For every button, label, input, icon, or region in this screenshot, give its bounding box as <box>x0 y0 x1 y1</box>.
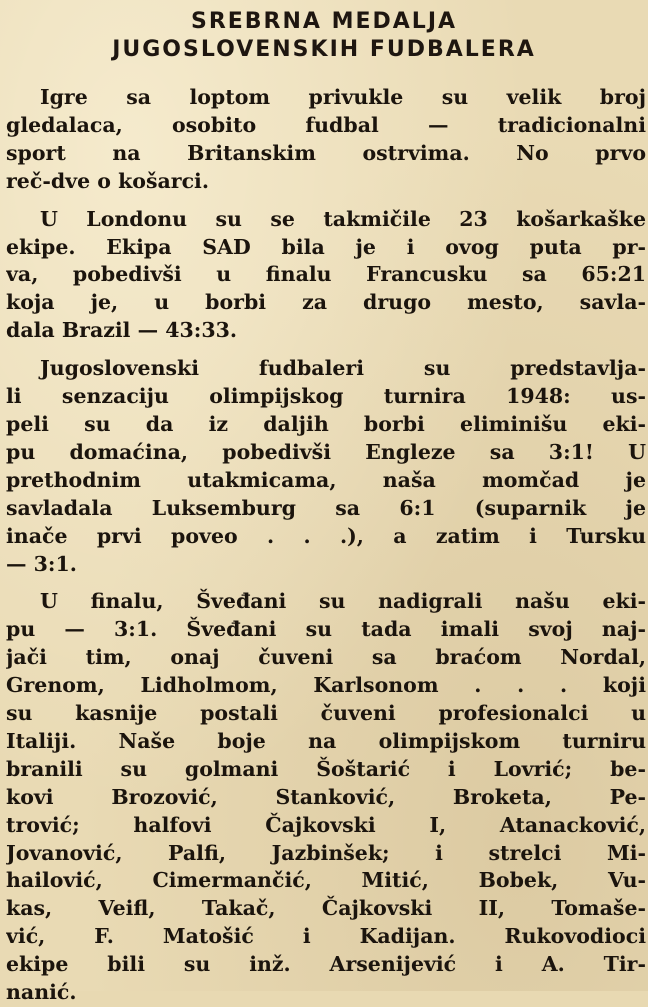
text-line: pu domaćina, pobedivši Engleze sa 3:1! U <box>6 439 646 464</box>
text-line: kas, Veifl, Takač, Čajkovski II, Tomaše- <box>6 896 646 921</box>
text-line: gledalaca, osobito fudbal — tradicionalni <box>6 112 646 137</box>
text-line: ekipe bili su inž. Arsenijević i A. Tir- <box>6 952 646 977</box>
text-line: Grenom, Lidholmom, Karlsonom . . . koji <box>6 673 646 698</box>
text-line: U finalu, Švеđani su nadigrali našu eki- <box>40 589 646 614</box>
text-line: ekipe. Ekipa SAD bila je i ovog puta pr- <box>6 234 646 259</box>
text-line: reč-dve o košarci. <box>6 168 209 193</box>
text-line: trović; halfovi Čajkovski I, Atanacković, <box>6 812 646 837</box>
text-line: su kasnije postali čuveni profesionalci u <box>6 701 646 726</box>
text-line: hailović, Cimermančić, Mitić, Bobek, Vu- <box>6 868 646 893</box>
text-line: peli su da iz daljih borbi eliminišu eki- <box>6 411 646 436</box>
text-line: sport na Britanskim ostrvima. No prvo <box>6 140 646 165</box>
text-line: va, pobedivši u finalu Francusku sa 65:21 <box>6 262 646 287</box>
text-line: nanić. <box>6 980 77 1005</box>
text-line: koja je, u borbi za drugo mesto, savla- <box>6 290 646 315</box>
paragraph-4 <box>6 588 646 1007</box>
text-line: pu — 3:1. Švеđani su tada imali svoj naj- <box>6 617 646 642</box>
headline-line-1: SREBRNA MEDALJA <box>190 9 458 34</box>
text-line: savladala Luksemburg sa 6:1 (suparnik je <box>6 495 646 520</box>
text-line: Igre sa loptom privukle su velik broj <box>40 85 646 109</box>
text-line: Jugoslovenski fudbaleri su predstavlja- <box>40 356 646 381</box>
paragraph-1 <box>6 84 646 196</box>
text-line: branili su golmani Šoštarić i Lovrić; be- <box>6 756 646 781</box>
text-line: Jovanović, Palfi, Jazbinšek; i strelci Mi- <box>6 840 646 865</box>
text-line: li senzaciju olimpijskog turnira 1948: us- <box>6 384 646 409</box>
headline-line-2: JUGOSLOVENSKIH FUDBALERA <box>112 37 536 62</box>
text-line: inače prvi poveo . . .), a zatim i Tursku <box>6 523 646 548</box>
text-line: Italiji. Naše boje na olimpijskom turniru <box>6 728 646 753</box>
paragraph-2 <box>6 206 646 346</box>
text-line: vić, F. Matošić i Kadijan. Rukovodioci <box>6 924 646 949</box>
text-line: — 3:1. <box>6 551 77 576</box>
article-body <box>6 84 646 1007</box>
text-line: kovi Brozović, Stanković, Broketa, Pe- <box>6 784 646 809</box>
paragraph-3 <box>6 355 646 578</box>
text-line: jači tim, onaj čuveni sa braćom Nordal, <box>6 645 646 670</box>
text-line: prethodnim utakmicama, naša momčad je <box>6 467 646 492</box>
text-line: U Londonu su se takmičile 23 košarkaške <box>40 206 646 231</box>
text-line: dala Brazil — 43:33. <box>6 318 237 343</box>
